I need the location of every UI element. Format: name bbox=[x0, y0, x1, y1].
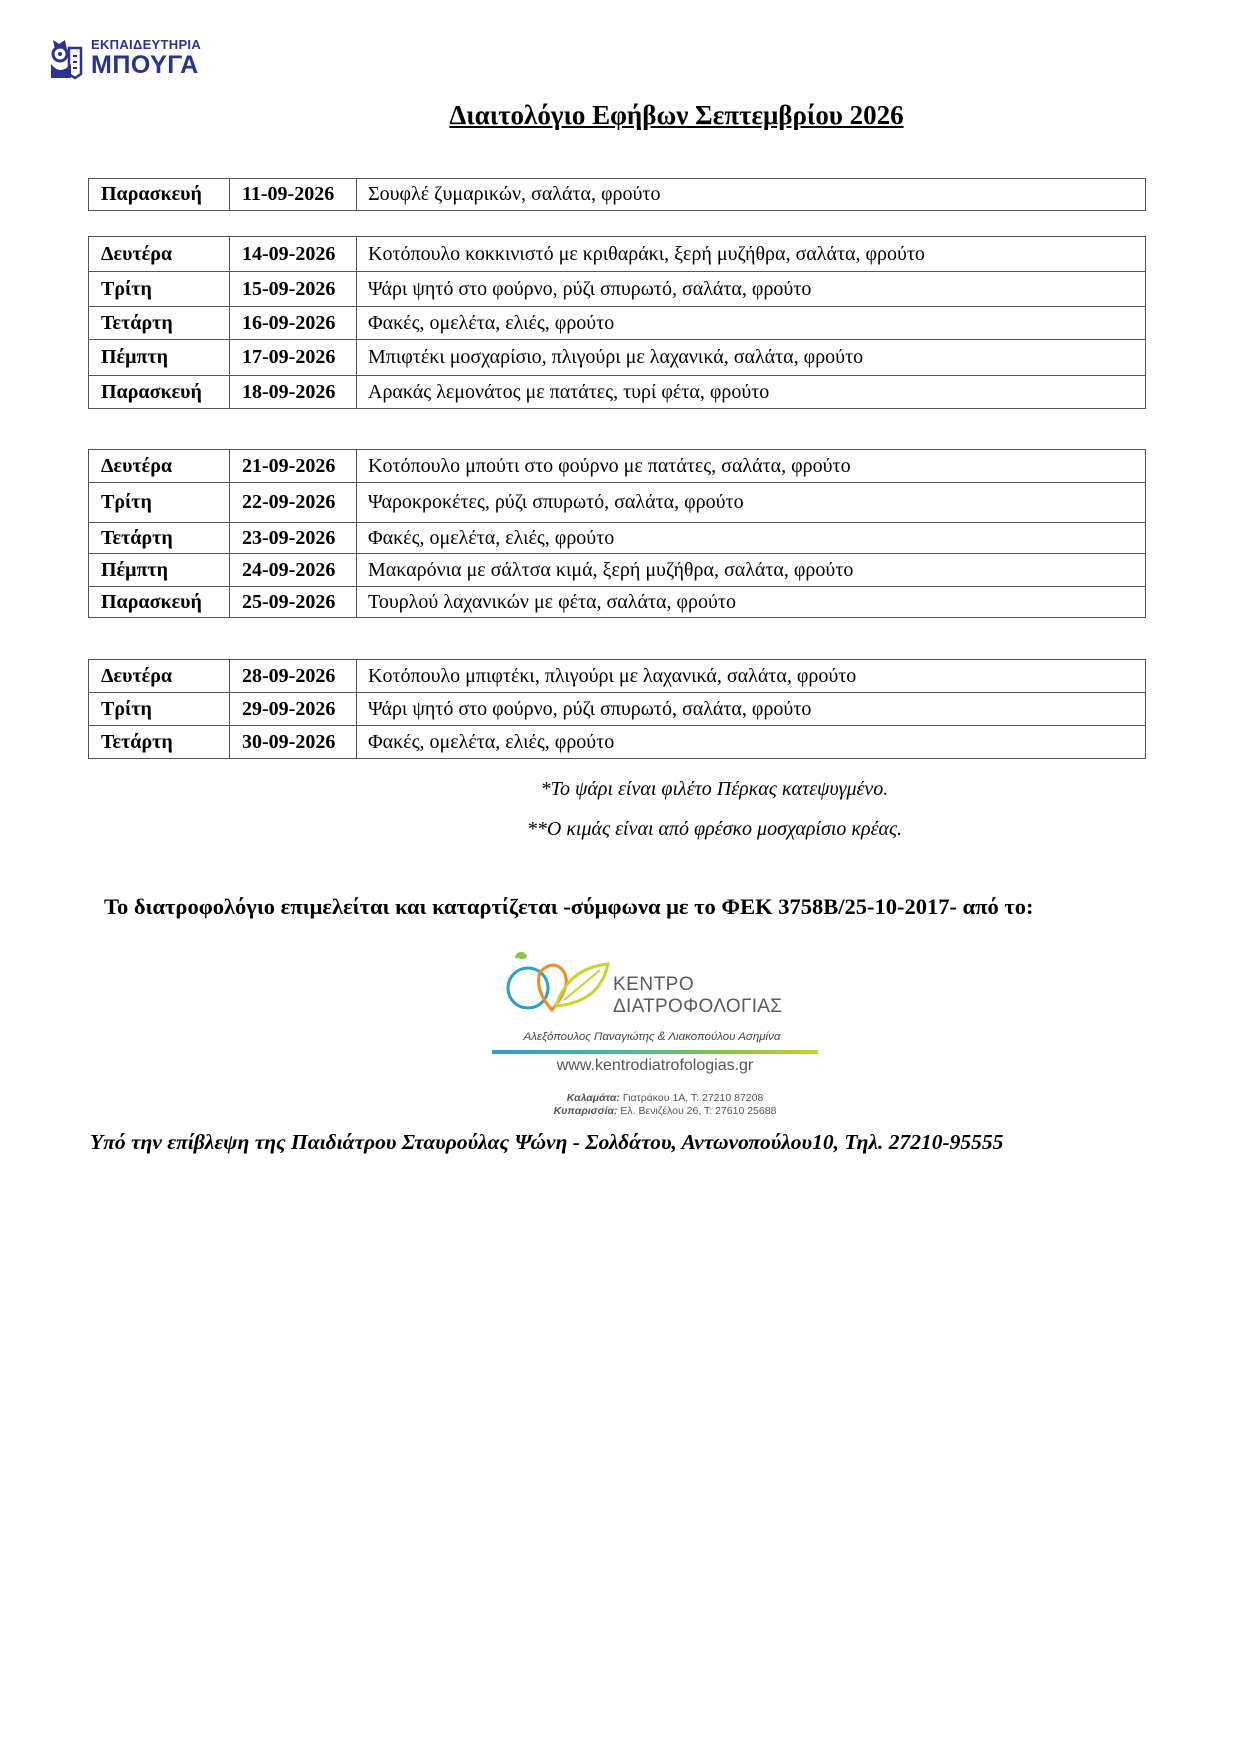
nutrition-owners: Αλεξόπουλος Παναγιώτης & Λιακοπούλου Ασημίνα bbox=[523, 1031, 781, 1043]
meal-cell: Μακαρόνια με σάλτσα κιμά, ξερή μυζήθρα, σαλάτα, φρούτο bbox=[357, 554, 1146, 587]
meal-cell: Μπιφτέκι μοσχαρίσιο, πλιγούρι με λαχανικά, σαλάτα, φρούτο bbox=[357, 340, 1146, 376]
meal-cell: Φακές, ομελέτα, ελιές, φρούτο bbox=[357, 307, 1146, 340]
table-row bbox=[89, 307, 1146, 340]
meal-cell: Ψάρι ψητό στο φούρνο, ρύζι σπυρωτό, σαλάτα, φρούτο bbox=[357, 272, 1146, 307]
table-row bbox=[89, 523, 1146, 554]
menu-table-week-1 bbox=[88, 178, 1146, 211]
menu-table-week-4 bbox=[88, 659, 1146, 759]
meal-cell: Τουρλού λαχανικών με φέτα, σαλάτα, φρούτο bbox=[357, 587, 1146, 618]
meal-cell: Κοτόπουλο μπιφτέκι, πλιγούρι με λαχανικά, σαλάτα, φρούτο bbox=[357, 660, 1146, 693]
table-row bbox=[89, 272, 1146, 307]
meal-cell: Αρακάς λεμονάτος με πατάτες, τυρί φέτα, φρούτο bbox=[357, 376, 1146, 409]
table-row bbox=[89, 483, 1146, 523]
table-row bbox=[89, 587, 1146, 618]
table-row bbox=[89, 340, 1146, 376]
date-cell: 15-09-2026 bbox=[230, 272, 357, 307]
table-row bbox=[89, 693, 1146, 726]
date-cell: 14-09-2026 bbox=[230, 237, 357, 272]
table-row bbox=[89, 179, 1146, 211]
day-cell: Τρίτη bbox=[89, 483, 230, 523]
day-cell: Τρίτη bbox=[89, 693, 230, 726]
meal-cell: Φακές, ομελέτα, ελιές, φρούτο bbox=[357, 523, 1146, 554]
table-row bbox=[89, 554, 1146, 587]
note-fish: *Το ψάρι είναι φιλέτο Πέρκας κατεψυγμένο. bbox=[540, 778, 889, 800]
date-cell: 25-09-2026 bbox=[230, 587, 357, 618]
nutrition-center-logo bbox=[490, 950, 820, 1120]
nutrition-brand-line1: ΚΕΝΤΡΟ bbox=[613, 974, 695, 995]
day-cell: Τρίτη bbox=[89, 272, 230, 307]
date-cell: 11-09-2026 bbox=[230, 179, 357, 211]
day-cell: Δευτέρα bbox=[89, 237, 230, 272]
meal-cell: Κοτόπουλο μπούτι στο φούρνο με πατάτες, σαλάτα, φρούτο bbox=[357, 450, 1146, 483]
day-cell: Παρασκευή bbox=[89, 179, 230, 211]
page-title: Διαιτολόγιο Εφήβων Σεπτεμβρίου 2026 bbox=[449, 100, 904, 130]
address-kalamata bbox=[530, 1092, 800, 1104]
table-row bbox=[89, 726, 1146, 759]
day-cell: Τετάρτη bbox=[89, 726, 230, 759]
statement-text: Το διατροφολόγιο επιμελείται και καταρτίζεται -σύμφωνα με το ΦΕΚ 3758Β/25-10-2017- από το: bbox=[104, 894, 1034, 919]
address-kyparissia bbox=[530, 1105, 800, 1117]
date-cell: 28-09-2026 bbox=[230, 660, 357, 693]
table-row bbox=[89, 450, 1146, 483]
nutrition-url: www.kentrodiatrofologias.gr bbox=[556, 1057, 754, 1074]
day-cell: Πέμπτη bbox=[89, 340, 230, 376]
address-details: Ελ. Βενιζέλου 26, Τ: 27610 25688 bbox=[620, 1105, 777, 1117]
logo-line1: ΕΚΠΑΙΔΕΥΤΗΡΙΑ bbox=[91, 37, 202, 52]
date-cell: 21-09-2026 bbox=[230, 450, 357, 483]
date-cell: 16-09-2026 bbox=[230, 307, 357, 340]
address-details: Γιατράκου 1Α, Τ: 27210 87208 bbox=[622, 1092, 764, 1104]
day-cell: Πέμπτη bbox=[89, 554, 230, 587]
day-cell: Παρασκευή bbox=[89, 587, 230, 618]
date-cell: 22-09-2026 bbox=[230, 483, 357, 523]
meal-cell: Φακές, ομελέτα, ελιές, φρούτο bbox=[357, 726, 1146, 759]
meal-cell: Ψάρι ψητό στο φούρνο, ρύζι σπυρωτό, σαλάτα, φρούτο bbox=[357, 693, 1146, 726]
table-row bbox=[89, 237, 1146, 272]
date-cell: 17-09-2026 bbox=[230, 340, 357, 376]
owl-emblem-icon bbox=[47, 34, 87, 82]
day-cell: Παρασκευή bbox=[89, 376, 230, 409]
day-cell: Τετάρτη bbox=[89, 307, 230, 340]
table-row bbox=[89, 376, 1146, 409]
menu-table-week-3 bbox=[88, 449, 1146, 618]
day-cell: Δευτέρα bbox=[89, 660, 230, 693]
day-cell: Δευτέρα bbox=[89, 450, 230, 483]
nutrition-brand-line2: ΔΙΑΤΡΟΦΟΛΟΓΙΑΣ bbox=[613, 996, 783, 1017]
date-cell: 29-09-2026 bbox=[230, 693, 357, 726]
address-city: Καλαμάτα: bbox=[566, 1092, 620, 1104]
date-cell: 23-09-2026 bbox=[230, 523, 357, 554]
date-cell: 24-09-2026 bbox=[230, 554, 357, 587]
heart-leaf-emblem-icon bbox=[496, 950, 614, 1020]
address-city: Κυπαρισσία: bbox=[553, 1105, 618, 1117]
day-cell: Τετάρτη bbox=[89, 523, 230, 554]
meal-cell: Ψαροκροκέτες, ρύζι σπυρωτό, σαλάτα, φρούτο bbox=[357, 483, 1146, 523]
meal-cell: Σουφλέ ζυμαρικών, σαλάτα, φρούτο bbox=[357, 179, 1146, 211]
date-cell: 30-09-2026 bbox=[230, 726, 357, 759]
date-cell: 18-09-2026 bbox=[230, 376, 357, 409]
meal-cell: Κοτόπουλο κοκκινιστό με κριθαράκι, ξερή μυζήθρα, σαλάτα, φρούτο bbox=[357, 237, 1146, 272]
note-mince: **Ο κιμάς είναι από φρέσκο μοσχαρίσιο κρέας. bbox=[526, 818, 903, 840]
menu-table-week-2 bbox=[88, 236, 1146, 409]
table-row bbox=[89, 660, 1146, 693]
logo-line2: ΜΠΟΥΓΑ bbox=[91, 51, 199, 79]
school-logo bbox=[47, 34, 201, 82]
supervision-text: Υπό την επίβλεψη της Παιδιάτρου Σταυρούλας Ψώνη - Σολδάτου, Αντωνοπούλου10, Τηλ. 27210-95555 bbox=[90, 1130, 1004, 1154]
gradient-divider bbox=[492, 1050, 818, 1054]
